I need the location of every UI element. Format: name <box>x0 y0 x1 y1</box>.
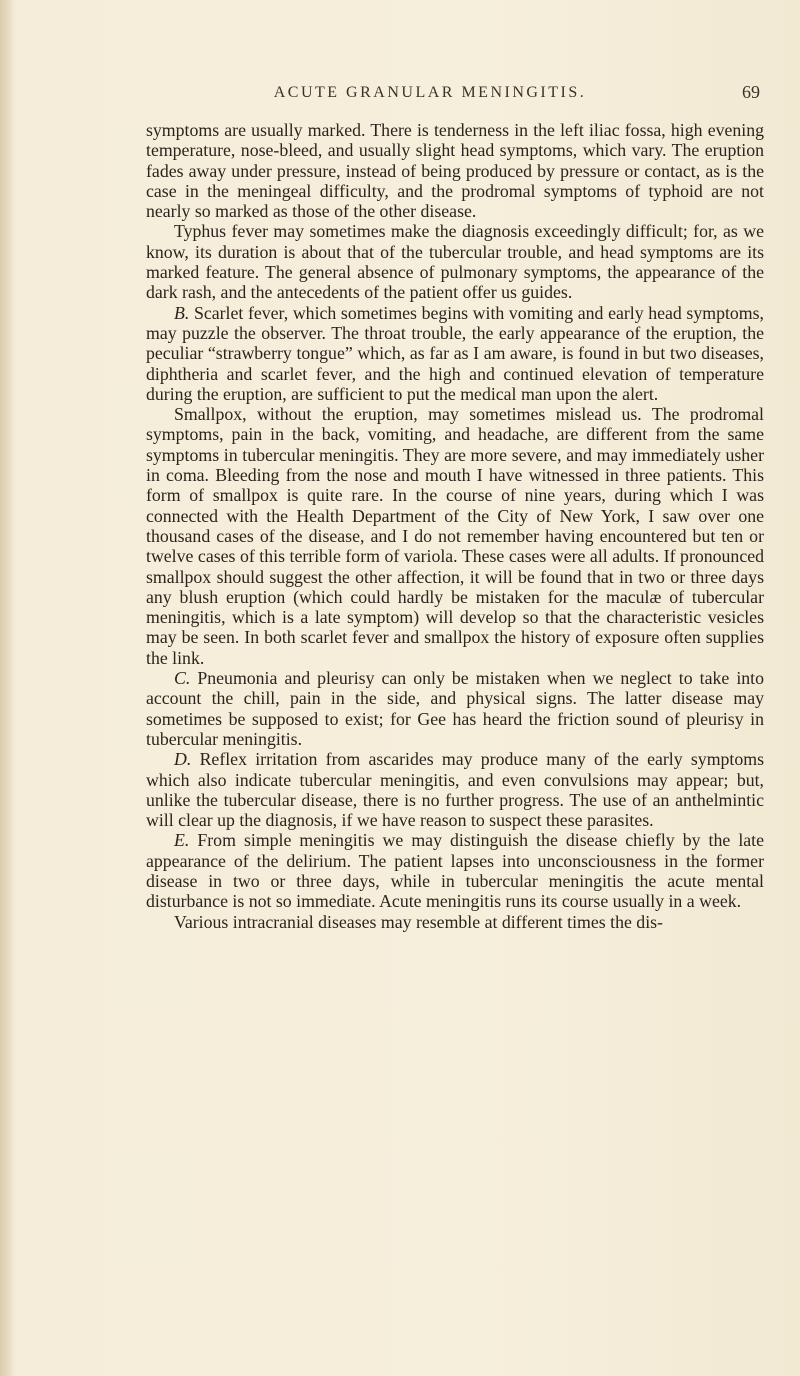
paragraph <box>146 749 764 830</box>
section-letter: C. <box>174 668 191 689</box>
paragraph-text: Pneumonia and pleurisy can only be mistaken when we neglect to take into account the chill, pain in the side, and physical signs. The latter disease may sometimes be supposed to exist; for Gee has heard the friction sound of pleurisy in tubercular meningitis. <box>146 668 764 749</box>
paragraph-text: symptoms are usually marked. There is tenderness in the left iliac fossa, high evening temperature, nose-bleed, and usually slight head symptoms, which vary. The eruption fades away under pressure, instead of being produced by pressure or contact, as is the case in the meningeal difficulty, and the prodromal symptoms of typhoid are not nearly so marked as those of the other disease. <box>146 120 764 222</box>
paragraph-text: Various intracranial diseases may resemble at different times the dis- <box>174 911 663 932</box>
page-gutter-shadow <box>0 0 14 1376</box>
paragraph-text: Scarlet fever, which sometimes begins with vomiting and early head symptoms, may puzzle the observer. The throat trouble, the early appearance of the eruption, the peculiar “strawberry tongue” which, as far as I am aware, is found in but two diseases, diphtheria and scarlet fever, and the high and continued elevation of temperature during the eruption, are sufficient to put the medical man upon the alert. <box>146 302 764 404</box>
section-letter: E. <box>174 830 190 851</box>
paragraph-text: From simple meningitis we may distinguish the disease chiefly by the late appearance of the delirium. The patient lapses into unconsciousness in the former disease in two or three days, while in tubercular meningitis the acute mental disturbance is not so immediate. Acute meningitis runs its course usually in a week. <box>146 830 764 912</box>
paragraph-text: Smallpox, without the eruption, may sometimes mislead us. The prodromal symptoms, pain in the back, vomiting, and headache, are different from the same symptoms in tubercular meningitis. They are more severe, and may immediately usher in coma. Bleeding from the nose and mouth I have witnessed in three patients. This form of smallpox is quite rare. In the course of nine years, during which I was connected with the Health Department of the City of New York, I saw over one thousand cases of the disease, and I do not remember having encountered but ten or twelve cases of this terrible form of variola. These cases were all adults. If pronounced smallpox should suggest the other affection, it will be found that in two or three days any blush eruption (which could hardly be mistaken for the maculæ of tubercular meningitis, which is a late symptom) will develop so that the characteristic vesicles may be seen. In both scarlet fever and smallpox the history of exposure often supplies the link. <box>146 404 764 668</box>
paragraph <box>146 912 764 932</box>
body-text <box>146 120 764 932</box>
section-letter: B. <box>174 302 190 323</box>
paragraph <box>146 221 764 302</box>
page-header <box>100 84 760 108</box>
paragraph <box>146 303 764 404</box>
page-number: 69 <box>742 82 760 102</box>
paragraph <box>146 830 764 911</box>
paragraph-text: Reflex irritation from ascarides may produce many of the early symptoms which also indicate tubercular meningitis, and even convulsions may appear; but, unlike the tubercular disease, there is no further progress. The use of an anthelmintic will clear up the diagnosis, if we have reason to suspect these parasites. <box>146 749 764 831</box>
paragraph <box>146 404 764 668</box>
paragraph <box>146 668 764 749</box>
paragraph-text: Typhus fever may sometimes make the diagnosis exceedingly difficult; for, as we know, its duration is about that of the tubercular trouble, and head symptoms are its marked feature. The general absence of pulmonary symptoms, the appearance of the dark rash, and the antecedents of the patient offer us guides. <box>146 221 764 303</box>
running-title: ACUTE GRANULAR MENINGITIS. <box>273 84 587 101</box>
paragraph <box>146 120 764 221</box>
section-letter: D. <box>174 749 192 770</box>
